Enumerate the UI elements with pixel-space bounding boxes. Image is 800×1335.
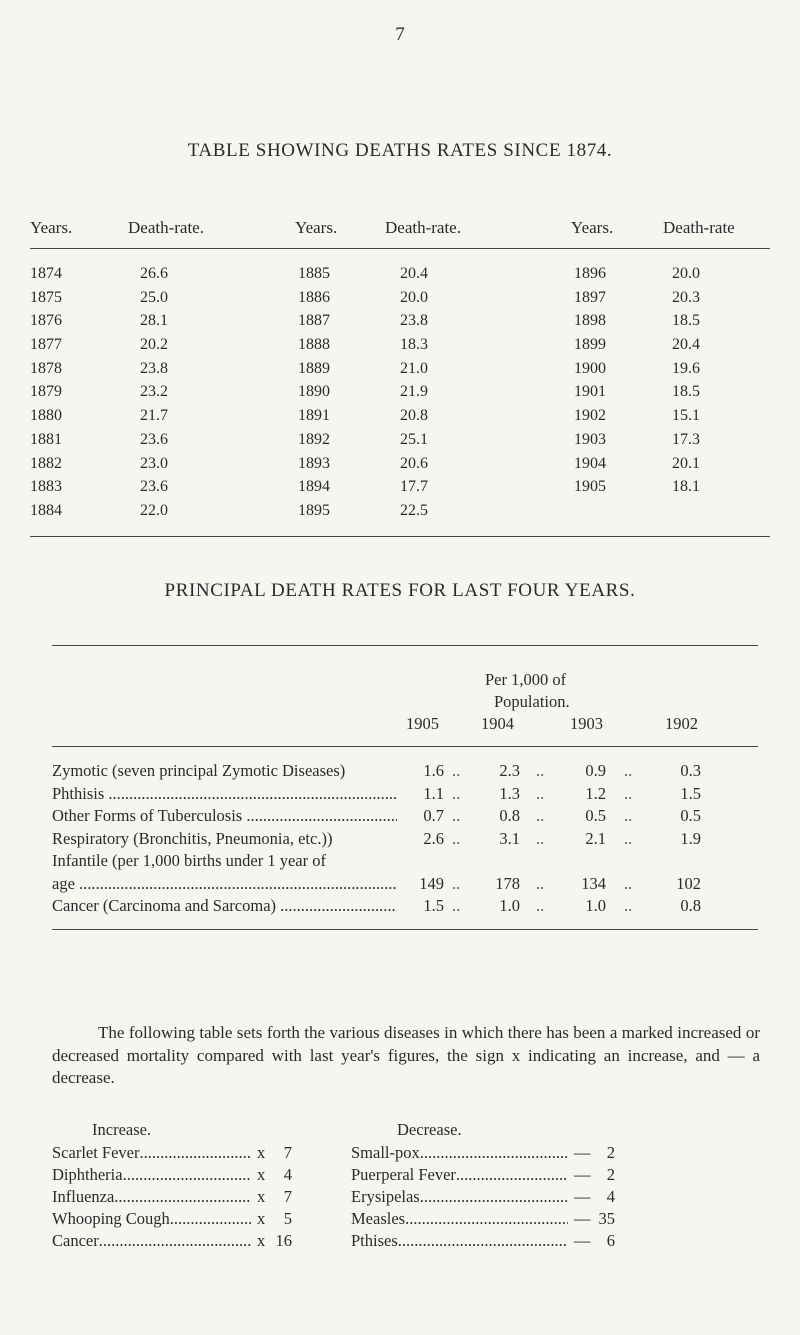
table-row xyxy=(30,431,770,455)
separator-dots: .. xyxy=(452,761,461,780)
change-value: 2 xyxy=(606,1143,615,1162)
year-cell: 1893 xyxy=(298,454,330,472)
rate-value-1904: 1.0 xyxy=(499,896,520,915)
year-header-1905: 1905 xyxy=(406,714,439,733)
population-label: Population. xyxy=(494,692,570,711)
separator-dots: .. xyxy=(624,761,633,780)
rate-cell: 20.3 xyxy=(672,288,700,306)
rate-cell: 18.1 xyxy=(672,478,700,496)
rate-value-1902: 1.9 xyxy=(680,828,701,848)
year-header-1904: 1904 xyxy=(481,714,514,733)
rate-value-1903: 0.5 xyxy=(585,806,606,825)
rate-value-1903: 0.9 xyxy=(585,761,606,780)
table-row xyxy=(52,806,758,829)
leader-dots xyxy=(99,1231,251,1251)
table-rule-bottom xyxy=(52,929,758,930)
increase-item xyxy=(52,1143,292,1165)
table-row xyxy=(30,312,770,336)
rate-cell: 19.6 xyxy=(672,359,700,377)
year-cell: 1882 xyxy=(30,454,62,472)
rate-cell: 20.2 xyxy=(140,336,168,354)
leader-dots xyxy=(170,1209,251,1229)
rate-value-1905: 0.7 xyxy=(423,806,444,825)
year-cell: 1903 xyxy=(574,430,606,448)
rate-cell: 25.0 xyxy=(140,288,168,306)
separator-dots: .. xyxy=(452,828,461,848)
decrease-item xyxy=(351,1165,615,1187)
table-row xyxy=(30,478,770,502)
year-cell: 1896 xyxy=(574,265,606,282)
separator-dots: .. xyxy=(452,783,461,803)
year-cell: 1902 xyxy=(574,407,606,425)
principal-rates-body xyxy=(52,747,758,929)
year-cell: 1901 xyxy=(574,383,606,401)
rate-cell: 26.6 xyxy=(140,265,168,282)
disease-label: Zymotic (seven principal Zymotic Diseases) xyxy=(52,761,346,780)
disease-label: Infantile (per 1,000 births under 1 year of xyxy=(52,851,326,870)
year-cell: 1899 xyxy=(574,336,606,354)
disease-name: Puerperal Fever xyxy=(351,1165,456,1184)
year-cell: 1885 xyxy=(298,265,330,282)
year-cell: 1877 xyxy=(30,336,62,354)
rate-cell: 20.6 xyxy=(400,454,428,472)
rate-cell: 23.2 xyxy=(140,383,168,401)
year-cell: 1890 xyxy=(298,383,330,401)
decrease-item xyxy=(351,1231,615,1253)
increase-heading: Increase. xyxy=(92,1120,152,1139)
year-cell: 1904 xyxy=(574,454,606,472)
leader-dots xyxy=(114,1187,251,1207)
year-cell: 1883 xyxy=(30,478,62,496)
table-row xyxy=(30,502,770,526)
col-header-rate-3: Death-rate xyxy=(663,218,735,237)
rate-cell: 17.3 xyxy=(672,430,700,448)
rate-value-1904: 3.1 xyxy=(499,828,520,848)
rate-cell: 23.6 xyxy=(140,430,168,448)
year-cell: 1879 xyxy=(30,383,62,401)
death-rates-title: TABLE SHOWING DEATHS RATES SINCE 1874. xyxy=(187,140,613,161)
separator-dots: .. xyxy=(536,783,545,803)
rate-value-1903: 2.1 xyxy=(585,828,606,848)
disease-label: Phthisis ..... xyxy=(52,784,397,804)
rate-cell: 23.0 xyxy=(140,454,168,472)
rate-cell: 21.9 xyxy=(400,383,428,401)
year-cell: 1876 xyxy=(30,312,62,330)
principal-rates-title: PRINCIPAL DEATH RATES FOR LAST FOUR YEARS. xyxy=(164,580,636,601)
change-value: 7 xyxy=(283,1187,292,1206)
separator-dots: .. xyxy=(624,828,633,848)
rate-value-1903: 134 xyxy=(581,873,606,893)
rate-cell: 15.1 xyxy=(672,407,700,425)
col-header-rate-1: Death-rate. xyxy=(128,218,204,237)
rate-value-1902: 1.5 xyxy=(680,783,701,803)
separator-dots: .. xyxy=(536,896,545,915)
change-value: 16 xyxy=(275,1231,292,1250)
separator-dots: .. xyxy=(452,873,461,893)
year-cell: 1888 xyxy=(298,336,330,354)
leader-dots xyxy=(123,1165,251,1185)
rate-cell: 25.1 xyxy=(400,430,428,448)
rate-value-1905: 1.1 xyxy=(423,783,444,803)
leader-dots xyxy=(140,1143,251,1163)
decrease-item xyxy=(351,1143,615,1165)
separator-dots: .. xyxy=(624,806,633,825)
increase-item xyxy=(52,1165,292,1187)
table-row xyxy=(52,829,758,852)
principal-rates-table xyxy=(52,645,758,930)
change-value: 6 xyxy=(606,1231,615,1250)
increase-item xyxy=(52,1209,292,1231)
year-cell: 1895 xyxy=(298,501,330,519)
change-value: 5 xyxy=(283,1209,292,1228)
increase-item xyxy=(52,1187,292,1209)
per-thousand-label: Per 1,000 of xyxy=(485,670,567,689)
rate-cell: 20.8 xyxy=(400,407,428,425)
rate-cell: 20.0 xyxy=(672,265,700,282)
separator-dots: .. xyxy=(624,896,633,915)
death-rates-body xyxy=(30,249,770,536)
year-cell: 1898 xyxy=(574,312,606,330)
leader-dots xyxy=(405,1209,568,1229)
disease-label: Cancer (Carcinoma and Sarcoma) ..... xyxy=(52,896,397,916)
change-value: 35 xyxy=(598,1209,615,1228)
disease-label: Other Forms of Tuberculosis ..... xyxy=(52,806,397,826)
disease-name: Small-pox xyxy=(351,1143,420,1162)
decrease-sign: — xyxy=(574,1143,591,1162)
table-row xyxy=(30,360,770,384)
death-rates-table xyxy=(30,218,770,537)
table-row xyxy=(30,265,770,289)
table-row xyxy=(52,851,758,874)
col-header-years-3: Years. xyxy=(571,218,614,237)
leader-dots xyxy=(398,1231,568,1251)
rate-cell: 22.0 xyxy=(140,501,168,519)
year-cell: 1886 xyxy=(298,288,330,306)
rate-value-1904: 1.3 xyxy=(499,783,520,803)
rate-cell: 23.6 xyxy=(140,478,168,496)
rate-value-1902: 0.8 xyxy=(680,896,701,915)
rate-cell: 18.5 xyxy=(672,383,700,401)
increase-sign: x xyxy=(257,1209,266,1228)
year-cell: 1892 xyxy=(298,430,330,448)
year-header-1903: 1903 xyxy=(570,714,603,733)
leader-dots xyxy=(456,1165,568,1185)
leader-dots xyxy=(420,1143,568,1163)
rate-value-1904: 178 xyxy=(495,873,520,893)
separator-dots: .. xyxy=(536,873,545,893)
year-cell: 1875 xyxy=(30,288,62,306)
rate-value-1903: 1.2 xyxy=(585,783,606,803)
change-value: 7 xyxy=(283,1143,292,1162)
rate-cell: 22.5 xyxy=(400,501,428,519)
disease-name: Whooping Cough xyxy=(52,1209,170,1228)
rate-value-1902: 0.3 xyxy=(680,761,701,780)
disease-label: Respiratory (Bronchitis, Pneumonia, etc.)) xyxy=(52,828,333,848)
death-rates-header xyxy=(30,218,770,248)
explanatory-paragraph xyxy=(52,1022,760,1090)
table-row xyxy=(52,761,758,784)
separator-dots: .. xyxy=(624,783,633,803)
decrease-heading: Decrease. xyxy=(397,1120,462,1139)
increase-sign: x xyxy=(257,1165,266,1184)
rate-value-1905: 1.6 xyxy=(423,761,444,780)
year-cell: 1897 xyxy=(574,288,606,306)
year-cell: 1891 xyxy=(298,407,330,425)
year-cell: 1881 xyxy=(30,430,62,448)
year-cell: 1905 xyxy=(574,478,606,496)
separator-dots: .. xyxy=(536,806,545,825)
rate-cell: 20.0 xyxy=(400,288,428,306)
table-row xyxy=(52,784,758,807)
year-cell: 1884 xyxy=(30,501,62,519)
separator-dots: .. xyxy=(452,896,461,915)
increase-item xyxy=(52,1231,292,1253)
year-cell: 1880 xyxy=(30,407,62,425)
table-rule-bottom xyxy=(30,536,770,537)
increase-sign: x xyxy=(257,1231,266,1250)
rate-value-1905: 1.5 xyxy=(423,896,444,915)
decrease-item xyxy=(351,1187,615,1209)
table-row xyxy=(30,407,770,431)
rate-value-1902: 102 xyxy=(676,873,701,893)
rate-cell: 20.4 xyxy=(400,265,428,282)
disease-name: Pthises xyxy=(351,1231,398,1250)
change-value: 2 xyxy=(606,1165,615,1184)
increase-sign: x xyxy=(257,1187,266,1206)
table-row xyxy=(52,874,758,897)
page-number: 7 xyxy=(395,24,405,45)
table-row xyxy=(30,336,770,360)
decrease-item xyxy=(351,1209,615,1231)
col-header-rate-2: Death-rate. xyxy=(385,218,461,237)
principal-rates-header xyxy=(52,646,758,746)
rate-value-1905: 149 xyxy=(419,873,444,893)
rate-value-1904: 0.8 xyxy=(499,806,520,825)
rate-value-1902: 0.5 xyxy=(680,806,701,825)
paragraph-text: The following table sets forth the various diseases in which there has been a marked increased or decreased mortality compared with last year's figures, the sign x indicating an increase, and — a decrease. xyxy=(52,1023,760,1087)
year-cell: 1900 xyxy=(574,359,606,377)
col-header-years-1: Years. xyxy=(30,218,73,237)
rate-cell: 18.5 xyxy=(672,312,700,330)
decrease-sign: — xyxy=(574,1231,591,1250)
leader-dots xyxy=(420,1187,568,1207)
change-value: 4 xyxy=(606,1187,615,1206)
separator-dots: .. xyxy=(452,806,461,825)
decrease-sign: — xyxy=(574,1187,591,1206)
col-header-years-2: Years. xyxy=(295,218,338,237)
decrease-sign: — xyxy=(574,1165,591,1184)
rate-value-1904: 2.3 xyxy=(499,761,520,780)
rate-value-1903: 1.0 xyxy=(585,896,606,915)
rate-cell: 23.8 xyxy=(140,359,168,377)
disease-name: Measles xyxy=(351,1209,406,1228)
table-row xyxy=(30,455,770,479)
separator-dots: .. xyxy=(536,761,545,780)
rate-cell: 17.7 xyxy=(400,478,428,496)
year-cell: 1889 xyxy=(298,359,330,377)
table-row xyxy=(52,896,758,919)
year-cell: 1874 xyxy=(30,265,62,282)
change-value: 4 xyxy=(283,1165,292,1184)
disease-name: Cancer xyxy=(52,1231,99,1250)
disease-name: Diphtheria xyxy=(52,1165,123,1184)
disease-label: age ..... xyxy=(52,874,397,894)
year-header-1902: 1902 xyxy=(665,714,698,733)
rate-cell: 20.1 xyxy=(672,454,700,472)
rate-cell: 23.8 xyxy=(400,312,428,330)
year-cell: 1887 xyxy=(298,312,330,330)
disease-name: Influenza xyxy=(52,1187,115,1206)
rate-cell: 18.3 xyxy=(400,336,428,354)
table-row xyxy=(30,289,770,313)
year-cell: 1878 xyxy=(30,359,62,377)
year-cell: 1894 xyxy=(298,478,330,496)
disease-name: Scarlet Fever xyxy=(52,1143,140,1162)
disease-name: Erysipelas xyxy=(351,1187,420,1206)
separator-dots: .. xyxy=(536,828,545,848)
rate-cell: 28.1 xyxy=(140,312,168,330)
decrease-sign: — xyxy=(574,1209,591,1228)
separator-dots: .. xyxy=(624,873,633,893)
rate-cell: 20.4 xyxy=(672,336,700,354)
rate-value-1905: 2.6 xyxy=(423,828,444,848)
rate-cell: 21.7 xyxy=(140,407,168,425)
increase-sign: x xyxy=(257,1143,266,1162)
rate-cell: 21.0 xyxy=(400,359,428,377)
table-row xyxy=(30,383,770,407)
